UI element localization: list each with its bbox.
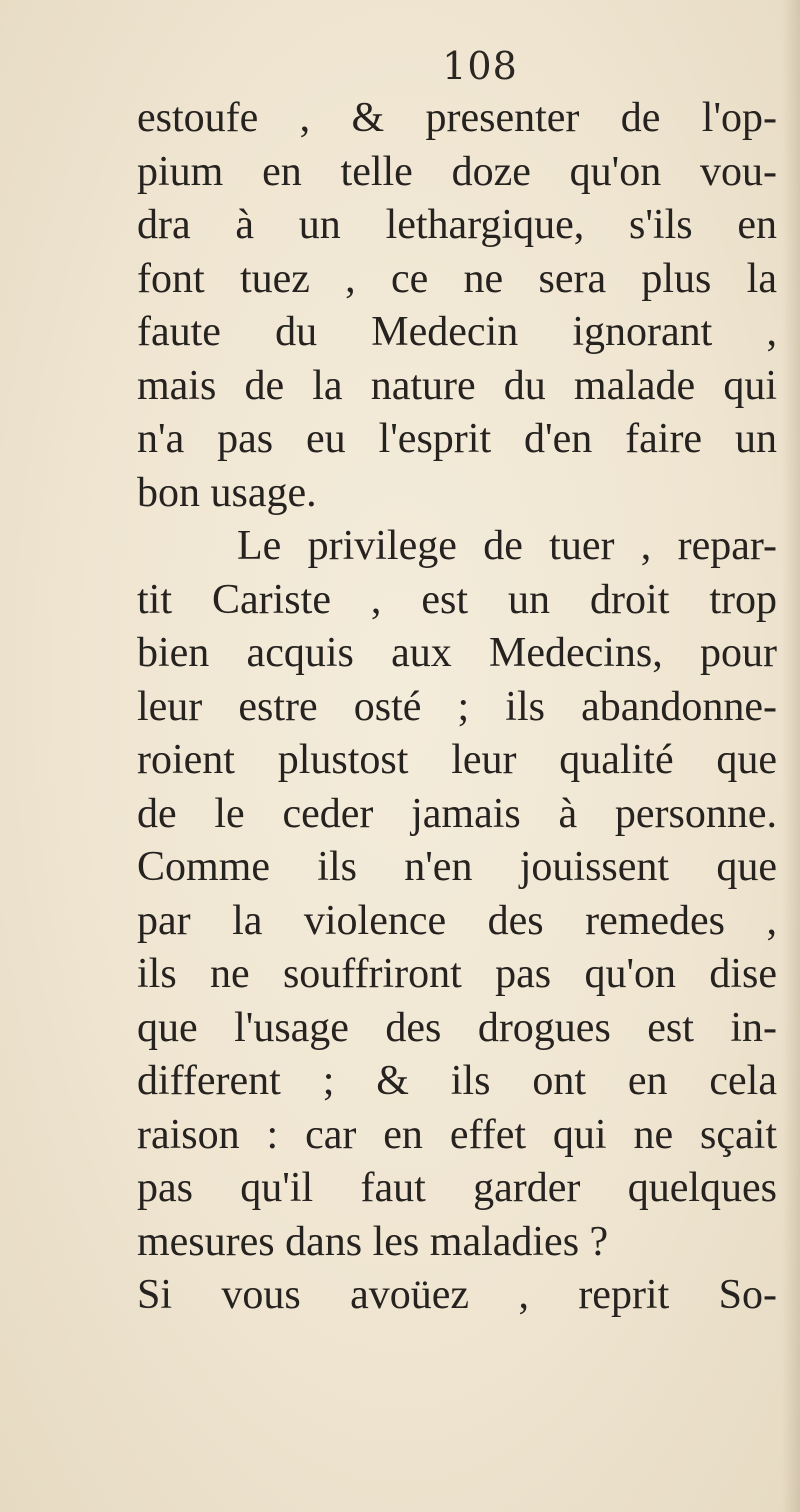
text-line: mais de la nature du malade qui: [137, 362, 777, 409]
text-line: Si vous avoüez , reprit So-: [137, 1272, 777, 1318]
text-line: Comme ils n'en jouissent que: [137, 844, 777, 890]
text-line: estoufe , & presenter de l'op-: [137, 95, 777, 141]
text-line: leur estre osté ; ils abandonne-: [137, 683, 777, 730]
page-number: 108: [442, 44, 518, 88]
text-line: font tuez , ce ne sera plus la: [137, 255, 777, 302]
paragraph-end-line: bon usage.: [137, 469, 317, 516]
text-line: de le ceder jamais à personne.: [137, 790, 777, 837]
text-line: raison : car en effet qui ne sçait: [137, 1111, 777, 1158]
text-line: pas qu'il faut garder quelques: [137, 1165, 777, 1211]
body-text: [137, 92, 777, 1323]
text-line: que l'usage des drogues est in-: [137, 1004, 777, 1051]
page-edge-shadow: [782, 0, 800, 1512]
text-line: mesures dans les maladies ?: [137, 1218, 609, 1265]
text-line: n'a pas eu l'esprit d'en faire un: [137, 416, 777, 462]
text-line: dra à un lethargique, s'ils en: [137, 202, 777, 248]
text-line: bien acquis aux Medecins, pour: [137, 630, 777, 676]
text-line: pium en telle doze qu'on vou-: [137, 148, 777, 195]
text-line: faute du Medecin ignorant ,: [137, 309, 777, 355]
text-line: ils ne souffriront pas qu'on dise: [137, 951, 777, 997]
text-line: par la violence des remedes ,: [137, 897, 777, 944]
text-line: roient plustost leur qualité que: [137, 737, 777, 783]
text-line: tit Cariste , est un droit trop: [137, 576, 777, 623]
text-line: different ; & ils ont en cela: [137, 1058, 777, 1104]
paragraph-start-line: Le privilege de tuer , repar-: [237, 523, 777, 569]
